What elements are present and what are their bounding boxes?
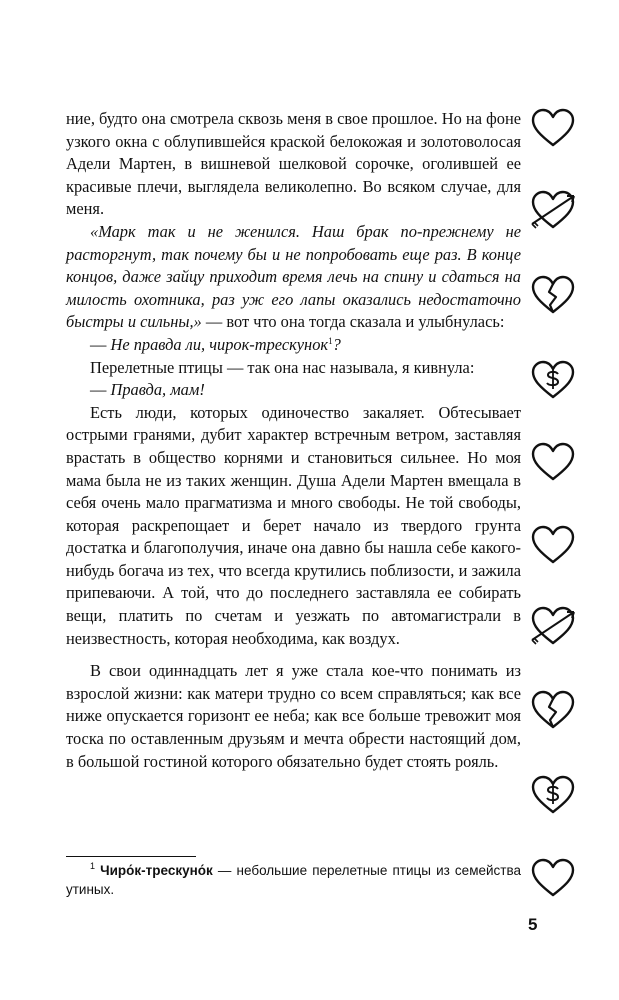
arrow-pierced-heart-icon: [530, 190, 576, 230]
dash: —: [90, 334, 111, 354]
quote: «Марк так и не женился. Наш брак по-прежнему не расторгнут, так почему бы и не попробовать еще раз. В конце концов, даже зайцу приходит время лечь на спину и сдаться на милость охотника, раз уж его лапы оказались недостаточно быстры и сильны,»: [66, 221, 521, 332]
footnote-text: — небольшие перелетные птицы из семейства утиных.: [66, 863, 521, 897]
main-text: [66, 108, 521, 773]
quote: Правда, мам!: [110, 380, 205, 400]
quote-end: ?: [332, 334, 341, 354]
page-number: 5: [528, 915, 538, 934]
heart-icon: [530, 858, 576, 898]
dollar-heart-icon: [530, 775, 576, 815]
quote: Не правда ли, чирок-трескунок: [110, 334, 329, 354]
footnote-ref: 1: [328, 335, 333, 346]
dialogue-line: [66, 379, 521, 402]
paragraph: Есть люди, которых одиночество закаляет. Обтесывает острыми гранями, дубит характер встречным ветром, заставляя врастать в общество корнями и становиться сильнее. Но моя мама была не из таких женщин. Душа Адели Мартен вмещала в себя очень мало прагматизма и много свободы. Не той свободы, которая раскрепощает и берет начало из твердого грунта достатка и благополучия, иначе она давно бы нашла себе какого-нибудь богача из тех, что всегда крутились поблизости, и зажила припеваючи. А той, что до последнего заставляла ее собирать вещи, платить по счетам и уезжать по автомагистрали в неизвестность, которая необходима, как воздух.: [66, 402, 521, 648]
heart-icon: [530, 108, 576, 148]
broken-heart-icon: [530, 690, 576, 730]
footnote-marker: 1: [90, 861, 96, 871]
paragraph: ние, будто она смотрела сквозь меня в свое прошлое. Но на фоне узкого окна с облупившейся краской белокожая и золотоволосая Адели Мартен, в вишневой шелковой сорочке, оголившей ее красивые плечи, выглядела великолепно. Во всяком случае, для меня.: [66, 109, 521, 219]
dollar-heart-icon: [530, 360, 576, 400]
narration: — вот что она тогда сказала и улыбнулась:: [201, 312, 505, 332]
paragraph: [66, 221, 521, 334]
heart-icon: [530, 442, 576, 482]
footnote-term: Чиро́к-трескуно́к: [100, 863, 213, 878]
arrow-pierced-heart-icon: [530, 606, 576, 646]
broken-heart-icon: [530, 275, 576, 315]
dash: —: [90, 380, 111, 400]
footnote-divider: [66, 856, 196, 857]
dialogue-line: [66, 334, 521, 357]
heart-icon: [530, 525, 576, 565]
footnote: [66, 861, 521, 899]
paragraph: Перелетные птицы — так она нас называла, я кивнула:: [90, 357, 475, 377]
paragraph: В свои одиннадцать лет я уже стала кое-что понимать из взрослой жизни: как матери трудно со всем справляться; как все ниже опускается горизонт ее неба; как все больше тревожит моя тоска по оставленным друзьям и мечта обрести настоящий дом, в большой гостиной которого обязательно будет стоять рояль.: [66, 661, 521, 771]
